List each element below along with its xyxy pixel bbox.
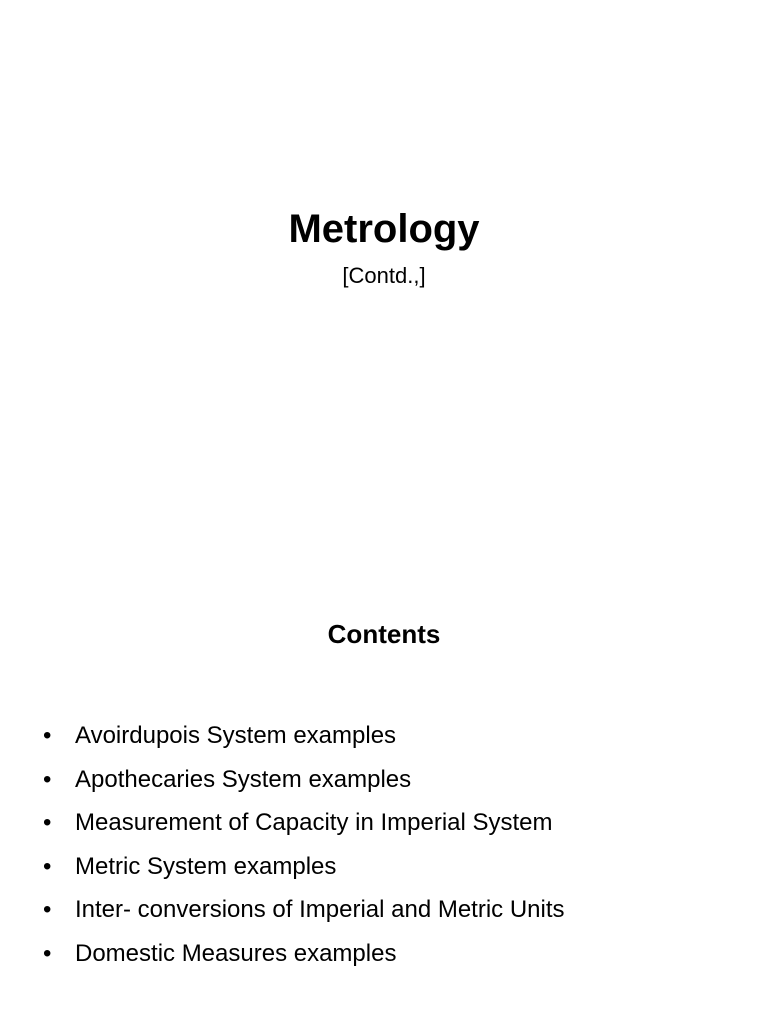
contents-slide [0, 512, 768, 1024]
list-item [0, 849, 768, 893]
list-item-text: Metric System examples [75, 852, 337, 880]
list-item [0, 805, 768, 849]
bullet-icon: • [43, 896, 52, 923]
list-item [0, 762, 768, 806]
bullet-icon: • [43, 722, 52, 749]
list-item-text: Inter- conversions of Imperial and Metric Units [75, 896, 565, 923]
slide-subtitle: [Contd.,] [342, 263, 426, 288]
bullet-icon: • [43, 809, 52, 836]
list-item-text: Measurement of Capacity in Imperial System [75, 809, 553, 836]
slide-title: Metrology [288, 207, 480, 251]
list-item-text: Apothecaries System examples [75, 765, 412, 793]
bullet-icon: • [43, 765, 52, 793]
list-item [0, 892, 768, 936]
bullet-icon: • [43, 939, 52, 967]
list-item-text: Domestic Measures examples [75, 939, 397, 967]
contents-list [0, 718, 768, 979]
list-item [0, 718, 768, 762]
list-item [0, 936, 768, 980]
contents-heading: Contents [327, 619, 441, 649]
list-item-text: Avoirdupois System examples [75, 722, 397, 749]
bullet-icon: • [43, 852, 52, 880]
